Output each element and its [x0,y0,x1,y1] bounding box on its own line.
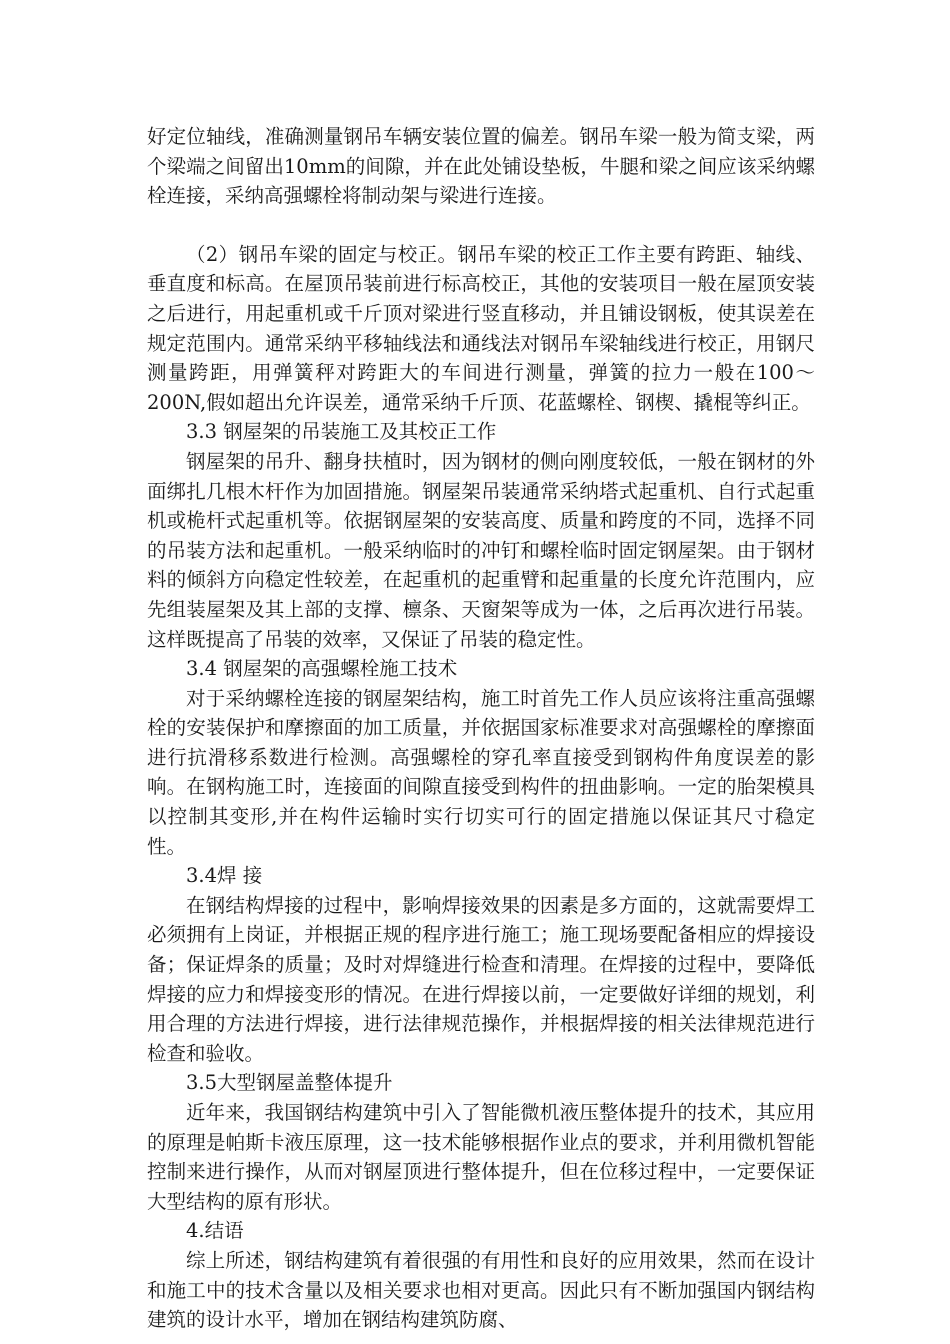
paragraph-roof-truss-hoisting: 钢屋架的吊升、翻身扶植时，因为钢材的侧向刚度较低，一般在钢材的外面绑扎几根木杆作为加固措施。钢屋架吊装通常采纳塔式起重机、自行式起重机或桅杆式起重机等。依据钢屋架的安装高度、质量和跨度的不同，选择不同的吊装方法和起重机。一般采纳临时的冲钉和螺栓临时固定钢屋架。由于钢材料的倾斜方向稳定性较差，在起重机的起重臂和起重量的长度允许范围内，应先组装屋架及其上部的支撑、檩条、天窗架等成为一体，之后再次进行吊装。这样既提高了吊装的效率，又保证了吊装的稳定性。 [147,449,815,651]
section-heading-3-4-welding: 3.4焊 接 [186,864,263,888]
section-heading-3-4-bolts: 3.4 钢屋架的高强螺栓施工技术 [186,657,458,681]
section-heading-3-5: 3.5大型钢屋盖整体提升 [186,1071,393,1095]
section-heading-4-conclusion: 4.结语 [186,1219,244,1243]
paragraph-conclusion: 综上所述，钢结构建筑有着很强的有用性和良好的应用效果，然而在设计和施工中的技术含量以及相关要求也相对更高。因此只有不断加强国内钢结构建筑的设计水平，增加在钢结构建筑防腐、 [147,1248,815,1332]
document-body [147,122,815,1335]
paragraph-steel-beam-positioning: 好定位轴线，准确测量钢吊车辆安装位置的偏差。钢吊车梁一般为简支梁，两个梁端之间留出10mm的间隙，并在此处铺设垫板，牛腿和梁之间应该采纳螺栓连接，采纳高强螺栓将制动架与梁进行连接。 [147,125,815,208]
section-heading-3-3: 3.3 钢屋架的吊装施工及其校正工作 [186,420,497,444]
paragraph-high-strength-bolts: 对于采纳螺栓连接的钢屋架结构，施工时首先工作人员应该将注重高强螺栓的安装保护和摩擦面的加工质量，并依据国家标准要求对高强螺栓的摩擦面进行抗滑移系数进行检测。高强螺栓的穿孔率直接受到钢构件角度误差的影响。在钢构施工时，连接面的间隙直接受到构件的扭曲影响。一定的胎架模具以控制其变形,并在构件运输时实行切实可行的固定措施以保证其尺寸稳定性。 [147,686,815,858]
paragraph-welding: 在钢结构焊接的过程中，影响焊接效果的因素是多方面的，这就需要焊工必须拥有上岗证，并根据正规的程序进行施工；施工现场要配备相应的焊接设备；保证焊条的质量；及时对焊缝进行检查和清理。在焊接的过程中，要降低焊接的应力和焊接变形的情况。在进行焊接以前，一定要做好详细的规划，利用合理的方法进行焊接，进行法律规范操作，并根据焊接的相关法律规范进行检查和验收。 [147,893,815,1065]
paragraph-roof-lifting: 近年来，我国钢结构建筑中引入了智能微机液压整体提升的技术，其应用的原理是帕斯卡液压原理，这一技术能够根据作业点的要求，并利用微机智能控制来进行操作，从而对钢屋顶进行整体提升，但在位移过程中，一定要保证大型结构的原有形状。 [147,1101,815,1213]
paragraph-beam-fixing-correction: （2）钢吊车梁的固定与校正。钢吊车梁的校正工作主要有跨距、轴线、垂直度和标高。在屋顶吊装前进行标高校正，其他的安装项目一般在屋顶安装之后进行，用起重机或千斤顶对梁进行竖直移动，并且铺设钢板，使其误差在规定范围内。通常采纳平移轴线法和通线法对钢吊车梁轴线进行校正，用钢尺测量跨距，用弹簧秤对跨距大的车间进行测量，弹簧的拉力一般在100～200N,假如超出允许误差，通常采纳千斤顶、花蓝螺栓、钢楔、撬棍等纠正。 [147,242,815,414]
